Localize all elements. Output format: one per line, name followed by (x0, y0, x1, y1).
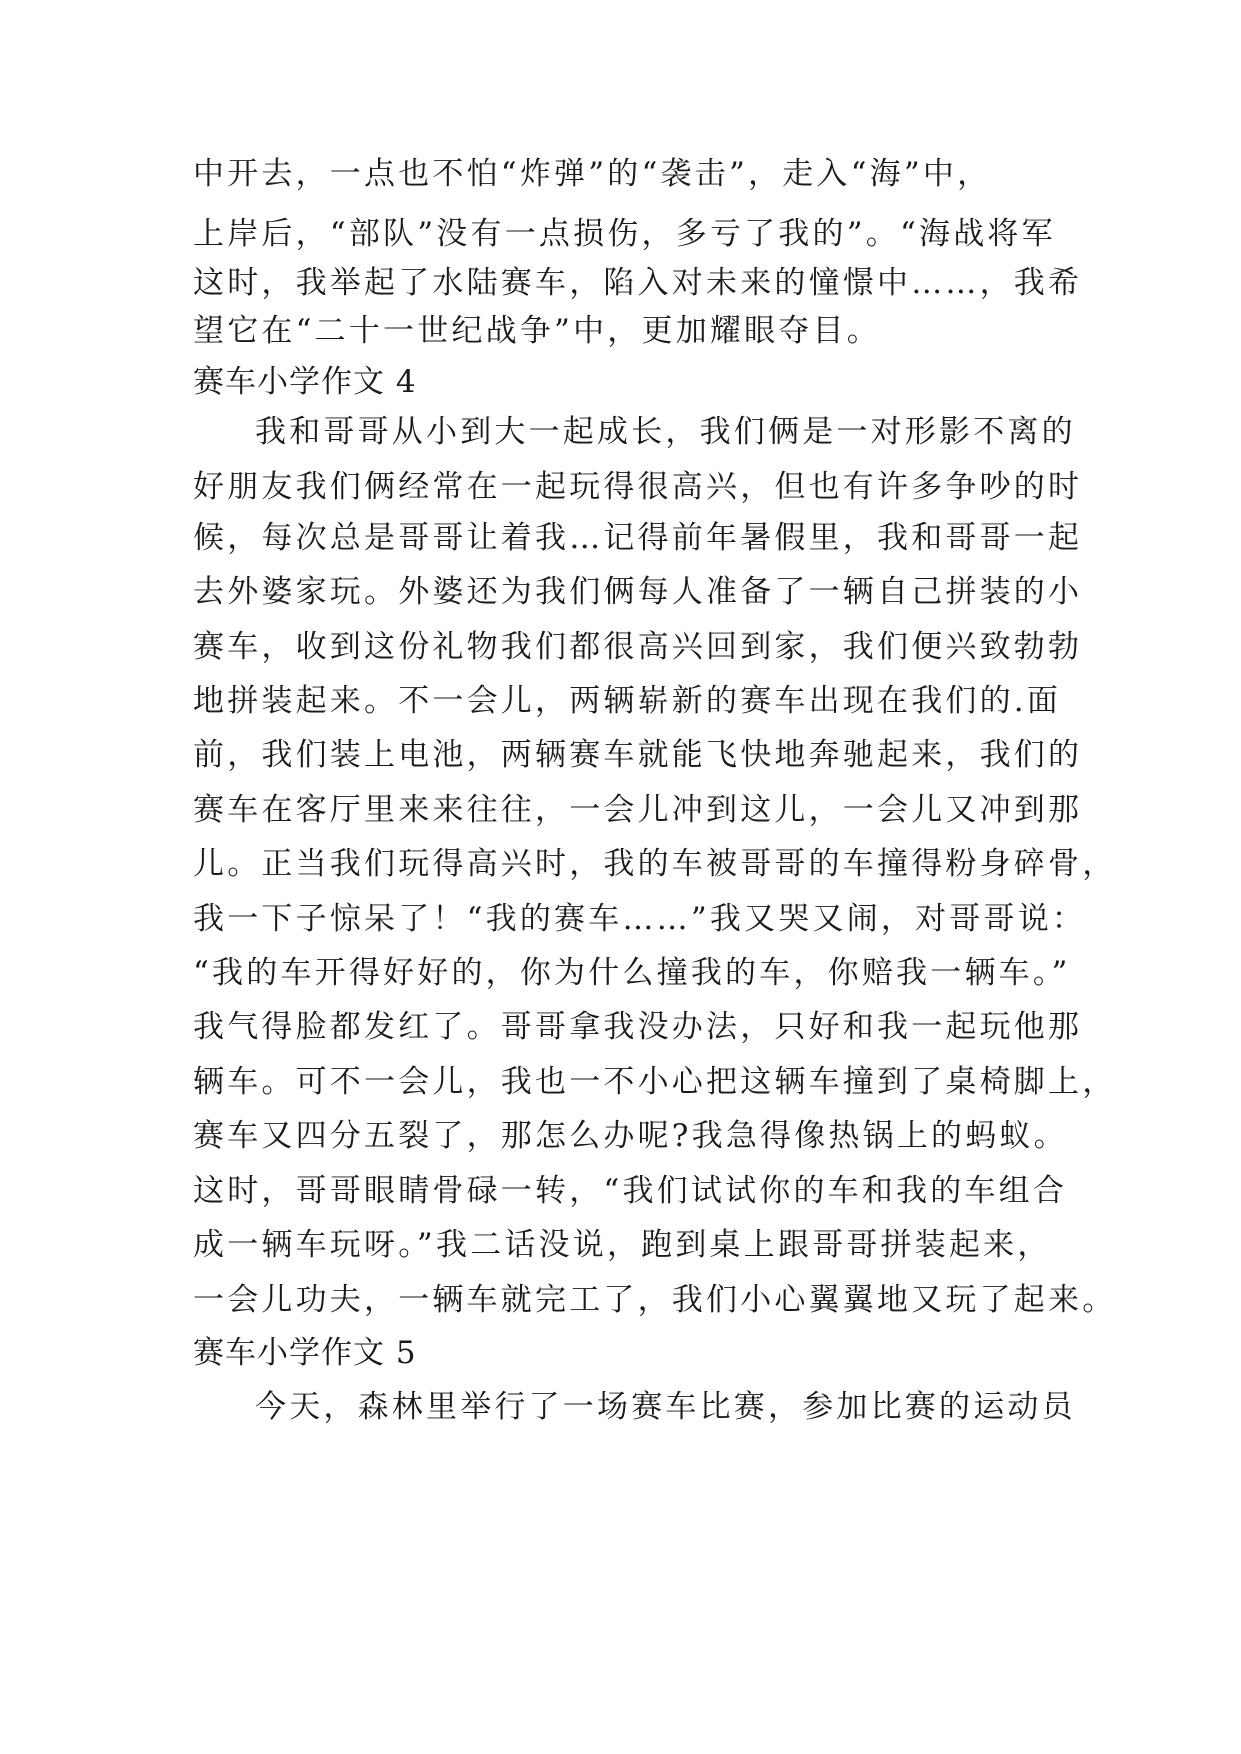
text-line: 辆车。可不一会儿，我也一不小心把这辆车撞到了桌椅脚上， (193, 1064, 1117, 1100)
text-line: 我和哥哥从小到大一起成长，我们俩是一对形影不离的 (255, 414, 1076, 450)
text-line: 中开去，一点也不怕“炸弹”的“袭击”，走入“海”中， (193, 156, 992, 192)
text-line: 赛车在客厅里来来往往，一会儿冲到这儿，一会儿又冲到那 (193, 792, 1083, 828)
text-line: 今天，森林里举行了一场赛车比赛，参加比赛的运动员 (255, 1389, 1076, 1425)
text-line: 赛车，收到这份礼物我们都很高兴回到家，我们便兴致勃勃 (193, 629, 1083, 665)
text-line: 好朋友我们俩经常在一起玩得很高兴，但也有许多争吵的时 (193, 469, 1083, 505)
section-heading: 赛车小学作文 5 (193, 1335, 417, 1371)
text-line: 这时，我举起了水陆赛车，陷入对未来的憧憬中……，我希 (193, 265, 1083, 301)
text-line: 上岸后，“部队”没有一点损伤，多亏了我的”。“海战将军 (193, 216, 1056, 252)
text-line: 赛车又四分五裂了，那怎么办呢?我急得像热锅上的蚂蚁。 (193, 1118, 1068, 1154)
text-line: 儿。正当我们玩得高兴时，我的车被哥哥的车撞得粉身碎骨， (193, 846, 1117, 882)
text-line: 这时，哥哥眼睛骨碌一转，“我们试试你的车和我的车组合 (193, 1173, 1068, 1209)
text-line: 候，每次总是哥哥让着我…记得前年暑假里，我和哥哥一起 (193, 520, 1083, 556)
text-line: 一会儿功夫，一辆车就完工了，我们小心翼翼地又玩了起来。 (193, 1282, 1117, 1318)
text-line: 去外婆家玩。外婆还为我们俩每人准备了一辆自己拼装的小 (193, 574, 1083, 610)
text-line: 前，我们装上电池，两辆赛车就能飞快地奔驰起来，我们的 (193, 737, 1083, 773)
section-heading: 赛车小学作文 4 (193, 364, 417, 400)
text-line: 望它在“二十一世纪战争”中，更加耀眼夺目。 (193, 313, 881, 349)
text-line: 地拼装起来。不一会儿，两辆崭新的赛车出现在我们的.面 (193, 683, 1062, 719)
text-line: 我一下子惊呆了！“我的赛车……”我又哭又闹，对哥哥说： (193, 901, 1087, 937)
text-line: 我气得脸都发红了。哥哥拿我没办法，只好和我一起玩他那 (193, 1009, 1083, 1045)
text-line: 成一辆车玩呀。”我二话没说，跑到桌上跟哥哥拼装起来， (193, 1227, 1052, 1263)
text-line: “我的车开得好好的，你为什么撞我的车，你赔我一辆车。” (193, 955, 1071, 991)
